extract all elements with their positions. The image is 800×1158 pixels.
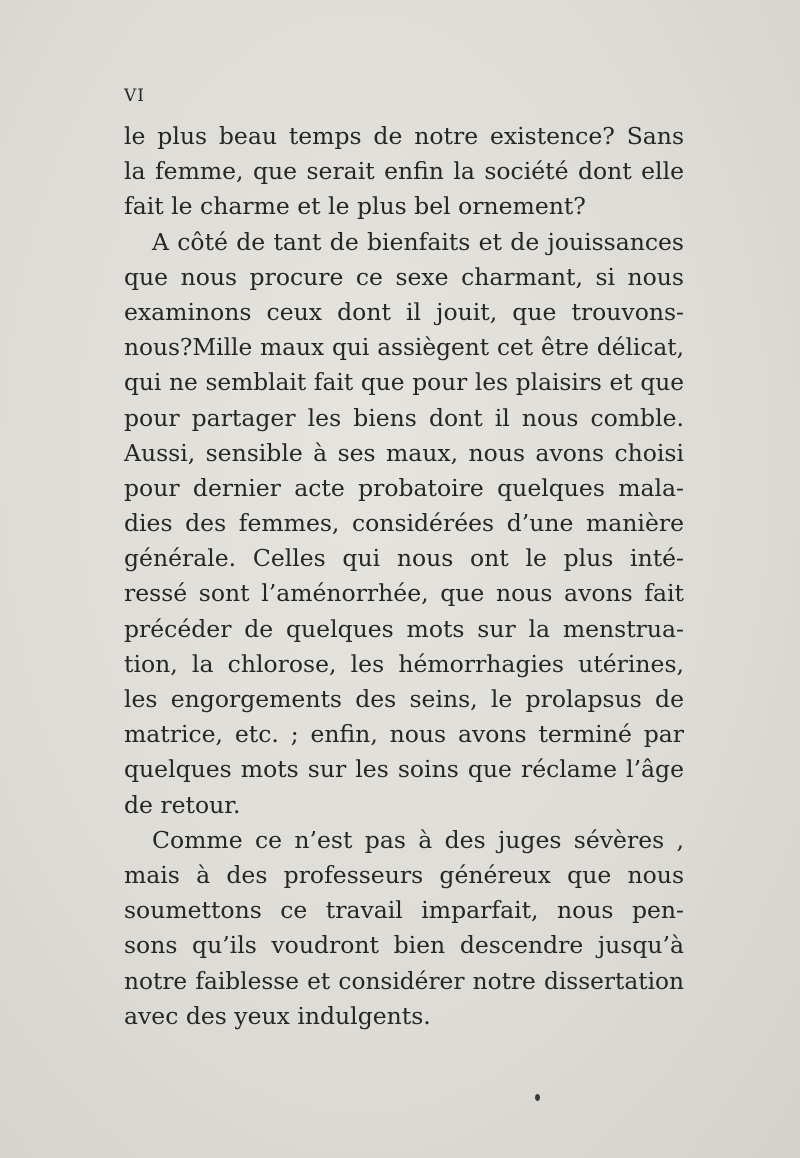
text-line: la femme, que serait enfin la société dont elle [124, 157, 684, 186]
text-line: que nous procure ce sexe charmant, si nous [124, 262, 684, 291]
text-line: de retour. [124, 790, 241, 819]
text-line: quelques mots sur les soins que réclame l’âge [124, 755, 684, 784]
text-line: soumettons ce travail imparfait, nous pen- [124, 896, 684, 925]
text-line: fait le charme et le plus bel ornement? [124, 192, 586, 221]
body-text [124, 119, 684, 1034]
text-line: sons qu’ils voudront bien descendre jusqu’à [124, 931, 684, 960]
text-line: pour partager les biens dont il nous comble. [124, 403, 684, 432]
text-line: A côté de tant de bienfaits et de jouissances [152, 227, 684, 256]
text-line: matrice, etc. ; enfin, nous avons terminé par [124, 720, 684, 749]
text-line: ressé sont l’aménorrhée, que nous avons fait [124, 579, 684, 608]
ink-speck [535, 1094, 540, 1101]
text-line: les engorgements des seins, le prolapsus de [124, 685, 684, 713]
text-line: générale. Celles qui nous ont le plus inté- [124, 544, 684, 573]
text-line: dies des femmes, considérées d’une manière [124, 509, 684, 538]
text-line: avec des yeux indulgents. [124, 1001, 431, 1030]
text-line: mais à des professeurs généreux que nous [124, 860, 684, 889]
text-line: Comme ce n’est pas à des juges sévères , [152, 825, 684, 854]
text-line: notre faiblesse et considérer notre dissertation [124, 967, 684, 995]
text-line: nous?Mille maux qui assiègent cet être délicat, [124, 334, 684, 362]
text-line: Aussi, sensible à ses maux, nous avons choisi [124, 438, 684, 467]
text-line: tion, la chlorose, les hémorrhagies utérines, [124, 649, 684, 678]
text-line: le plus beau temps de notre existence? Sans [124, 122, 684, 150]
text-line: précéder de quelques mots sur la menstrua- [124, 614, 684, 643]
page-number: VI [124, 86, 145, 106]
text-line: examinons ceux dont il jouit, que trouvons- [124, 297, 684, 326]
text-line: pour dernier acte probatoire quelques mala- [124, 473, 684, 502]
text-line: qui ne semblait fait que pour les plaisirs et que [124, 369, 684, 397]
